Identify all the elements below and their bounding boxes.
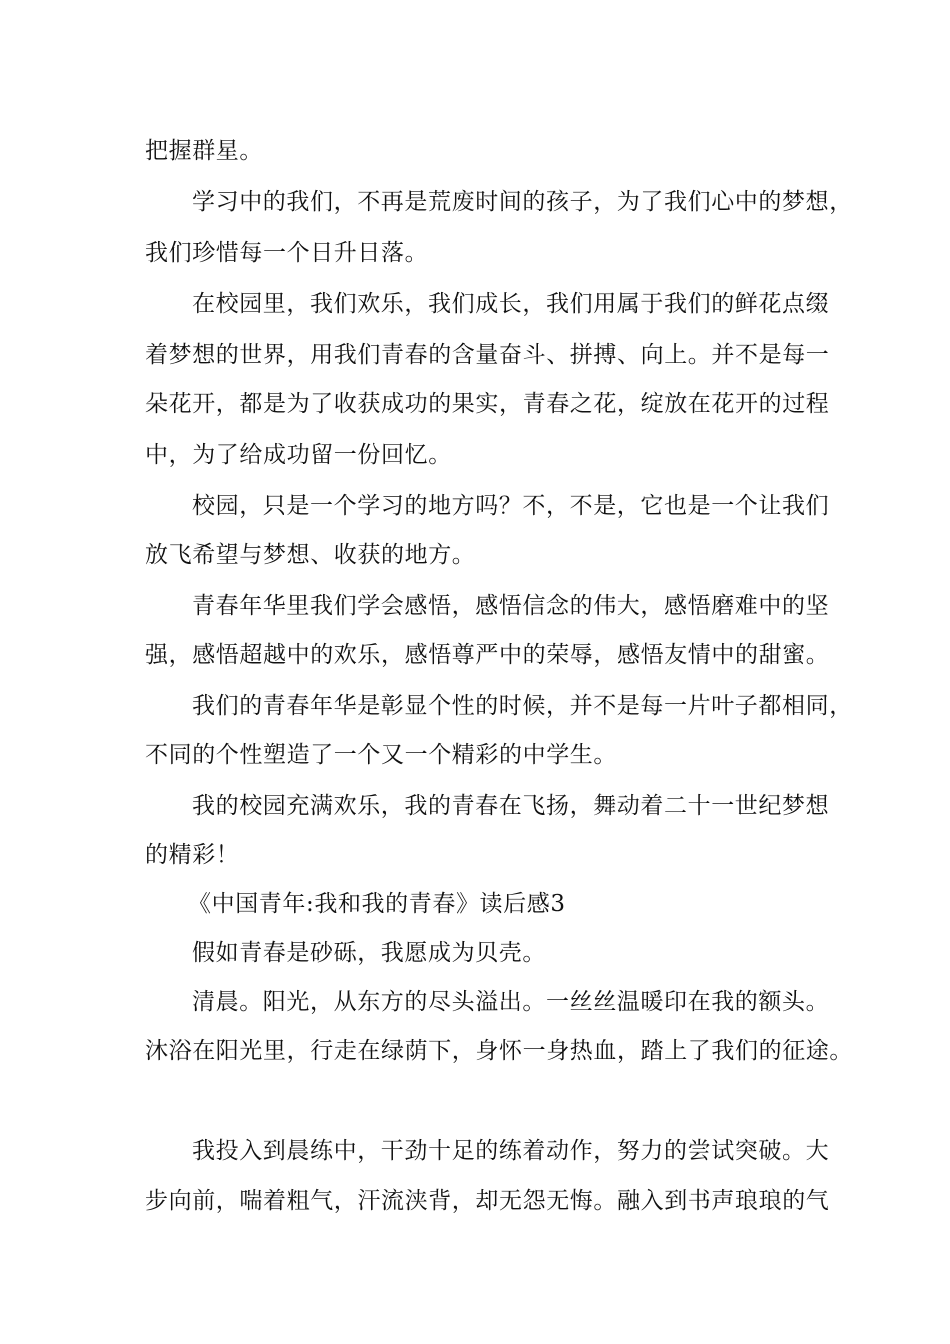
text-line: 放飞希望与梦想、收获的地方。 [145,542,476,568]
text-line: 青春年华里我们学会感悟，感悟信念的伟大，感悟磨难中的坚 [192,593,830,619]
text-line: 假如青春是砂砾，我愿成为贝壳。 [192,940,546,966]
text-line: 朵花开，都是为了收获成功的果实，青春之花，绽放在花开的过程 [145,391,830,417]
text-line: 我们珍惜每一个日升日落。 [145,240,429,266]
text-line: 我投入到晨练中，干劲十足的练着动作，努力的尝试突破。大 [192,1138,830,1164]
text-line: 步向前，喘着粗气，汗流浃背，却无怨无悔。融入到书声琅琅的气 [145,1188,830,1214]
section-title: 《中国青年:我和我的青春》读后感3 [188,891,566,917]
text-line: 中，为了给成功留一份回忆。 [145,442,452,468]
text-line: 强，感悟超越中的欢乐，感悟尊严中的荣辱，感悟友情中的甜蜜。 [145,642,830,668]
text-line: 着梦想的世界，用我们青春的含量奋斗、拼搏、向上。并不是每一 [145,342,830,368]
text-line: 清晨。阳光，从东方的尽头溢出。一丝丝温暖印在我的额头。 [192,989,830,1015]
text-line: 在校园里，我们欢乐，我们成长，我们用属于我们的鲜花点缀 [192,291,830,317]
text-line: 学习中的我们，不再是荒废时间的孩子，为了我们心中的梦想， [192,189,853,215]
text-line: 我们的青春年华是彰显个性的时候，并不是每一片叶子都相同， [192,693,853,719]
text-line: 的精彩！ [145,842,240,868]
text-line: 沐浴在阳光里，行走在绿荫下，身怀一身热血，踏上了我们的征途。 [145,1038,853,1064]
text-line: 不同的个性塑造了一个又一个精彩的中学生。 [145,742,617,768]
text-line: 校园，只是一个学习的地方吗？不，不是，它也是一个让我们 [192,493,830,519]
text-line: 把握群星。 [145,138,263,164]
text-line: 我的校园充满欢乐，我的青春在飞扬，舞动着二十一世纪梦想 [192,793,830,819]
